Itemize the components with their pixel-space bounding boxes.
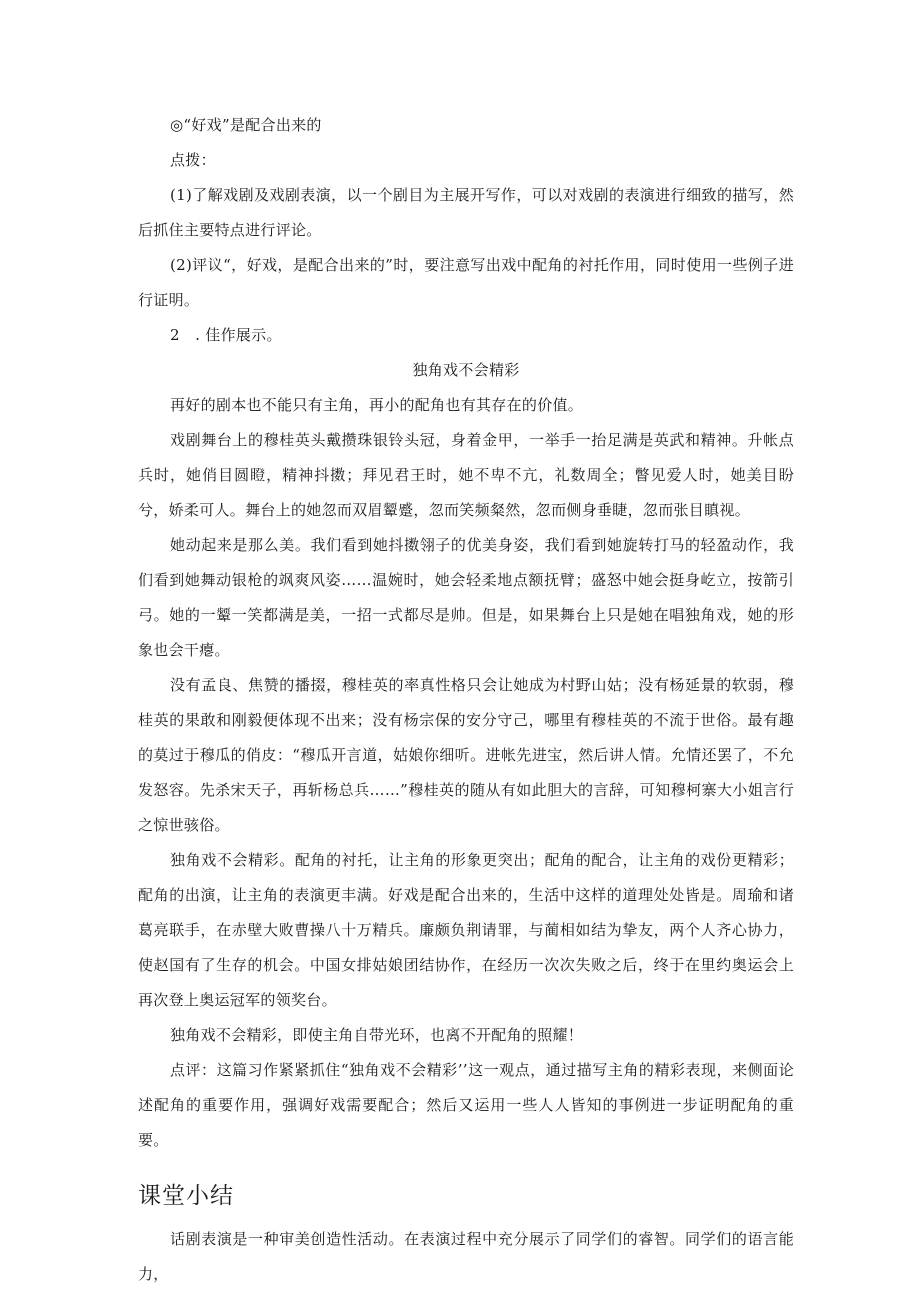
summary-paragraph: 话剧表演是一种审美创造性活动。在表演过程中充分展示了同学们的睿智。同学们的语言能力， [138, 1230, 794, 1283]
essay-paragraph: 独角戏不会精彩。配角的衬托，让主角的形象更突出；配角的配合，让主角的戏份更精彩；配角的出演，让主角的表演更丰满。好戏是配合出来的，生活中这样的道理处处皆是。周瑜和诸葛亮联手，在赤壁大败曹操八十万精兵。廉颇负荆请罪，与蔺相如结为挚友，两个人齐心协力，使赵国有了生存的机会。中国女排姑娘团结协作，在经历一次次失败之后，终于在里约奥运会上再次登上奥运冠军的领奖台。 [138, 851, 794, 1009]
essay-paragraph: 再好的剧本也不能只有主角，再小的配角也有其存在的价值。 [170, 396, 584, 414]
guide-label: 点拨： [170, 151, 216, 169]
essay-title: 独角戏不会精彩 [412, 361, 520, 379]
guide-item-2: (2)评议“，好戏，是配合出来的”时，要注意写出戏中配角的衬托作用，同时使用一些例子进行证明。 [138, 256, 794, 309]
essay-paragraph: 戏剧舞台上的穆桂英头戴攒珠银铃头冠，身着金甲，一举手一抬足满是英武和精神。升帐点兵时，她俏目圆瞪，精神抖擞；拜见君王时，她不卑不亢，礼数周全；瞥见爱人时，她美目盼兮，娇柔可人。舞台上的她忽而双眉颦蹙，忽而笑频粲然，忽而侧身垂睫，忽而张目瞋视。 [138, 431, 794, 519]
essay-paragraph: 她动起来是那么美。我们看到她抖擞翎子的优美身姿，我们看到她旋转打马的轻盈动作，我们看到她舞动银枪的飒爽风姿……温婉时，她会轻柔地点额抚臂；盛怒中她会挺身屹立，按箭引弓。她的一颦一笑都满是美，一招一式都尽是帅。但是，如果舞台上只是她在唱独角戏，她的形象也会干瘪。 [138, 536, 794, 659]
document-body [138, 108, 794, 1292]
essay-paragraph: 独角戏不会精彩，即使主角自带光环，也离不开配角的照耀！ [170, 1026, 584, 1044]
essay-comment: 点评：这篇习作紧紧抓住“独角戏不会精彩’’这一观点，通过描写主角的精彩表现，来侧面论述配角的重要作用，强调好戏需要配合；然后又运用一些人人皆知的事例进一步证明配角的重要。 [138, 1061, 794, 1149]
guide-item-1: (1)了解戏剧及戏剧表演，以一个剧目为主展开写作，可以对戏剧的表演进行细致的描写，然后抓住主要特点进行评论。 [138, 186, 794, 239]
essay-paragraph: 没有孟良、焦赞的播掇，穆桂英的率真性格只会让她成为村野山姑；没有杨延景的软弱，穆桂英的果敢和刚毅便体现不出来；没有杨宗保的安分守己，哪里有穆桂英的不流于世俗。最有趣的莫过于穆瓜的俏皮：“穆瓜开言道，姑娘你细听。进帐先进宝，然后讲人情。允情还罢了，不允发怒容。先杀宋天子，再斩杨总兵……”穆桂英的随从有如此胆大的言辞，可知穆柯寨大小姐言行之惊世骇俗。 [138, 676, 794, 834]
heading-point: ◎“好戏”是配合出来的 [170, 116, 322, 134]
section-title: 课堂小结 [138, 1183, 234, 1209]
showcase-label: 2 . 佳作展示。 [170, 326, 282, 344]
